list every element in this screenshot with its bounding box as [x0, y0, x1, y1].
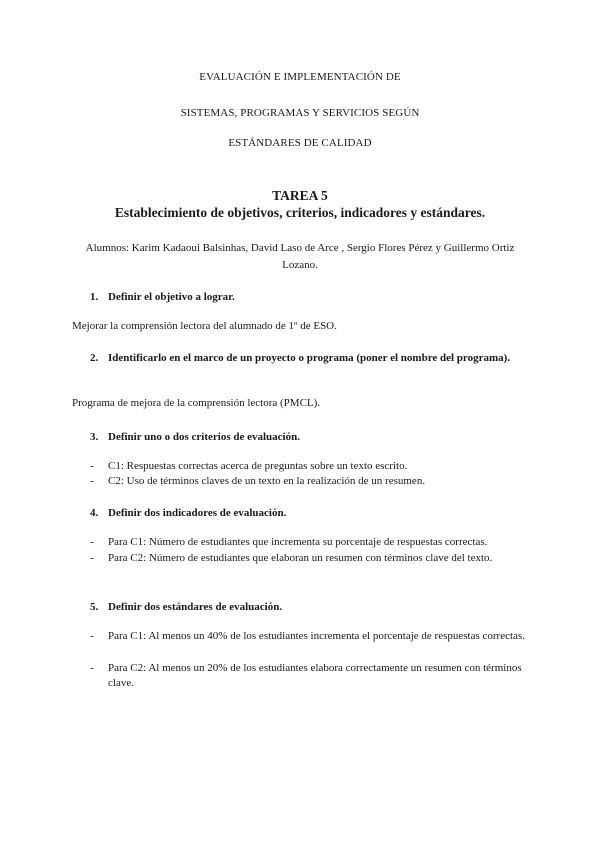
list-item: [90, 474, 530, 489]
header-line-3: ESTÁNDARES DE CALIDAD: [228, 137, 372, 149]
bullet-dash: -: [90, 475, 94, 487]
section-number: 5.: [90, 601, 99, 613]
section-number: 2.: [90, 352, 99, 364]
section-1-body: Mejorar la comprensión lectora del alumnado de 1º de ESO.: [72, 320, 337, 332]
bullet-dash: -: [90, 662, 94, 674]
list-item-text: Para C2: Al menos un 20% de los estudiantes elabora correctamente un resumen con términos clave.: [108, 662, 522, 689]
list-item: [90, 551, 530, 566]
task-title: TAREA 5: [272, 188, 328, 203]
bullet-dash: -: [90, 552, 94, 564]
bullet-dash: -: [90, 536, 94, 548]
bullet-dash: -: [90, 460, 94, 472]
section-4-heading: [90, 505, 530, 522]
list-item: [90, 661, 530, 691]
task-subtitle: Establecimiento de objetivos, criterios, indicadores y estándares.: [114, 205, 486, 220]
list-item: [90, 459, 530, 474]
list-item-text: C2: Uso de términos claves de un texto en la realización de un resumen.: [108, 475, 426, 487]
list-item-text: Para C1: Número de estudiantes que incrementa su porcentaje de respuestas correctas.: [108, 536, 488, 548]
list-item-text: C1: Respuestas correctas acerca de preguntas sobre un texto escrito.: [108, 460, 408, 472]
section-1-heading: [90, 289, 530, 306]
section-title: Definir dos estándares de evaluación.: [108, 601, 283, 613]
list-item-text: Para C2: Número de estudiantes que elaboran un resumen con términos clave del texto.: [108, 552, 493, 564]
section-title: Definir uno o dos criterios de evaluación.: [108, 431, 300, 443]
section-2-body: Programa de mejora de la comprensión lectora (PMCL).: [72, 397, 321, 409]
section-number: 4.: [90, 507, 99, 519]
list-item: [90, 629, 530, 644]
authors-line: Alumnos: Karim Kadaoui Balsinhas, David Laso de Arce , Sergio Flores Pérez y Guillermo Ortiz Lozano.: [85, 242, 515, 271]
section-title: Definir dos indicadores de evaluación.: [108, 507, 287, 519]
section-2-heading: [90, 350, 530, 367]
bullet-dash: -: [90, 630, 94, 642]
header-line-2: SISTEMAS, PROGRAMAS Y SERVICIOS SEGÚN: [180, 107, 420, 119]
section-title: Identificarlo en el marco de un proyecto o programa (poner el nombre del programa).: [108, 352, 511, 364]
header-line-1: EVALUACIÓN E IMPLEMENTACIÓN DE: [199, 71, 401, 83]
section-title: Definir el objetivo a lograr.: [108, 291, 235, 303]
section-5-heading: [90, 599, 530, 616]
section-3-heading: [90, 429, 530, 446]
section-number: 3.: [90, 431, 99, 443]
list-item-text: Para C1: Al menos un 40% de los estudiantes incrementa el porcentaje de respuestas correctas.: [108, 630, 525, 642]
section-number: 1.: [90, 291, 99, 303]
list-item: [90, 535, 530, 550]
